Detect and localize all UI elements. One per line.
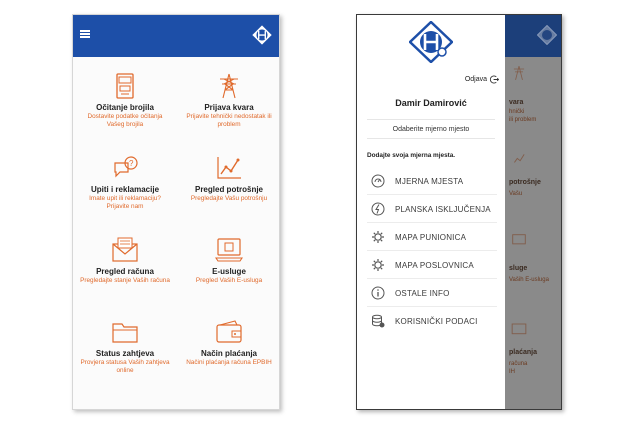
meter-places-icon	[371, 174, 385, 188]
gear-charging-icon	[371, 230, 385, 244]
envelope-icon	[111, 237, 139, 263]
planned-outage-icon	[371, 202, 385, 216]
app-header	[73, 15, 279, 57]
user-name: Damir Damirović	[395, 98, 467, 108]
epbih-logo-icon[interactable]	[251, 24, 273, 46]
tile-desc: Dostavite podatke očitanja Vašeg brojila	[87, 113, 163, 128]
tile-bills[interactable]	[73, 237, 177, 307]
menu-item-label: KORISNIČKI PODACI	[395, 316, 478, 326]
tile-title: Prijava kvara	[204, 103, 254, 112]
tile-desc: Pregledajte stanje Vaših računa	[80, 277, 170, 284]
menu-item-charging-map[interactable]	[357, 223, 505, 251]
tile-title: Pregled potrošnje	[194, 185, 263, 194]
e-services-icon	[511, 233, 527, 249]
menu-item-offices-map[interactable]	[357, 251, 505, 279]
user-data-icon	[371, 314, 385, 328]
tile-desc: Prijavite tehnički nedostatak ili problem	[186, 113, 272, 128]
add-meter-places-link[interactable]: Dodajte svoja mjerna mjesta.	[367, 152, 456, 159]
folder-icon	[111, 319, 139, 345]
tile-e-services[interactable]	[177, 237, 280, 307]
tile-desc: Imate upit ili reklamaciju? Prijavite nam	[89, 195, 161, 210]
tile-title: Očitanje brojila	[96, 103, 154, 112]
line-chart-icon	[511, 151, 527, 167]
menu-item-other-info[interactable]	[357, 279, 505, 307]
tile-title: E-usluge	[212, 267, 246, 276]
home-screen	[72, 14, 280, 410]
menu-item-meter-places[interactable]	[357, 167, 505, 195]
dimmed-title: potrošnje	[509, 179, 541, 186]
epbih-logo-icon	[409, 21, 453, 63]
logout-label: Odjava	[464, 76, 487, 83]
drawer-screen	[356, 14, 562, 410]
dimmed-background[interactable]	[505, 15, 562, 409]
dimmed-desc: računa	[509, 361, 528, 367]
menu-item-label: PLANSKA ISKLJUČENJA	[395, 204, 491, 214]
tile-title: Upiti i reklamacije	[90, 185, 160, 194]
tile-desc: Načini plaćanja računa EPBIH	[186, 359, 272, 366]
tile-request-status[interactable]	[73, 319, 177, 389]
dimmed-desc: Vaših E-usluga	[509, 277, 549, 283]
logout-button[interactable]	[465, 75, 499, 84]
dimmed-desc: Vašu	[509, 191, 523, 197]
epbih-logo-icon	[537, 25, 557, 45]
tile-title: Način plaćanja	[200, 349, 258, 358]
menu-item-label: MJERNA MJESTA	[395, 176, 464, 186]
dimmed-title: plaćanja	[509, 349, 538, 356]
power-tower-icon	[215, 73, 243, 99]
dimmed-header	[505, 15, 562, 57]
dimmed-title: vara	[509, 99, 524, 106]
menu-item-label: MAPA PUNIONICA	[395, 232, 467, 242]
menu-item-label: MAPA POSLOVNICA	[395, 260, 474, 270]
dimmed-title: sluge	[509, 265, 528, 272]
tile-title: Pregled računa	[96, 267, 154, 276]
meter-reading-icon	[111, 73, 139, 99]
tile-inquiries[interactable]	[73, 155, 177, 225]
tile-consumption[interactable]	[177, 155, 280, 225]
tile-desc: Pregledajte Vašu potrošnju	[190, 195, 268, 202]
tile-fault-report[interactable]	[177, 73, 280, 143]
wallet-icon	[215, 319, 243, 345]
menu-item-label: OSTALE INFO	[395, 288, 450, 298]
hamburger-menu-icon[interactable]	[80, 30, 90, 38]
dimmed-desc: ili problem	[509, 117, 537, 123]
dimmed-desc: hnički	[509, 109, 525, 115]
wallet-icon	[511, 320, 527, 336]
tile-payment-method[interactable]	[177, 319, 280, 389]
info-icon	[371, 286, 385, 300]
select-meter-place-button[interactable]: Odaberite mjerno mjesto	[367, 119, 495, 139]
dimmed-desc: IH	[509, 369, 515, 375]
navigation-drawer	[357, 15, 505, 409]
svg-text:?: ?	[129, 159, 134, 168]
question-chat-icon	[111, 155, 139, 181]
logout-icon	[490, 75, 499, 84]
power-tower-icon	[511, 65, 527, 81]
tile-meter-reading[interactable]	[73, 73, 177, 143]
line-chart-icon	[215, 155, 243, 181]
tile-desc: Provjera statusa Vaših zahtjeva online	[80, 359, 170, 374]
gear-office-icon	[371, 258, 385, 272]
tile-desc: Pregled Vaših E-usluga	[195, 277, 263, 284]
menu-item-planned-outages[interactable]	[357, 195, 505, 223]
e-services-icon	[215, 237, 243, 263]
tile-title: Status zahtjeva	[95, 349, 155, 358]
menu-item-user-data[interactable]	[357, 307, 505, 335]
